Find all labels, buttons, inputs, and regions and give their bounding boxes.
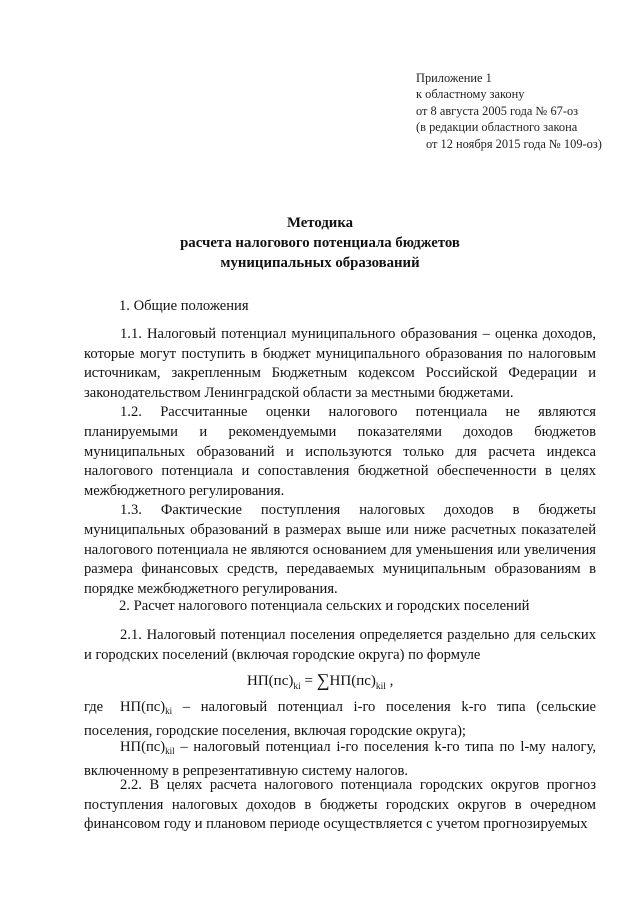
appendix-note (416, 70, 602, 152)
appendix-line: Приложение 1 (416, 71, 492, 85)
section-2-body-cont (84, 776, 596, 835)
paragraph: 1.2. Рассчитанные оценки налогового потенциала не являются планируемыми и рекомендуемыми показателями доходов бюджетов муниципальных образований и используются только для расчета индекса налогового потенциала и сопоставления бюджетной обеспеченности в целях межбюджетного регулирования. (84, 404, 596, 499)
section-heading: 2. Расчет налогового потенциала сельских и городских поселений (119, 598, 530, 614)
formula-rhs-sub: kil (375, 682, 386, 692)
appendix-line: от 8 августа 2005 года № 67-оз (416, 103, 579, 118)
title-line: расчета налогового потенциала бюджетов (180, 235, 460, 251)
document-title (0, 213, 640, 273)
definition-lead: где (84, 699, 104, 715)
definition-text: – налоговый потенциал i-го поселения k-го типа по l-му налогу, включенному в репрезентативную систему налогов. (84, 739, 596, 779)
definition-term-sub: ki (165, 706, 173, 716)
definition-2 (84, 738, 596, 781)
section-2-body (84, 626, 596, 665)
definition-term-sub: kil (165, 746, 175, 756)
paragraph: 1.3. Фактические поступления налоговых доходов в бюджеты муниципальных образований в размерах выше или ниже расчетных показателей налогового потенциала не являются основанием для уменьшения или увеличения размера финансовых средств, передаваемых муниципальным образованиям в порядке межбюджетного регулирования. (84, 502, 596, 597)
title-line: муниципальных образований (220, 255, 420, 271)
formula-eq: = (300, 673, 317, 689)
paragraph: 1.1. Налоговый потенциал муниципального образования – оценка доходов, которые могут поступить в бюджет муниципального образования по налоговым источникам, закрепленным Бюджетным кодексом Российской Федерации и законодательством Ленинградской области за местными бюджетами. (84, 326, 596, 401)
paragraph: 2.2. В целях расчета налогового потенциала городских округов прогноз поступления налоговых доходов в бюджеты городских округов в очередном финансовом году и плановом периоде осуществляется с учетом прогнозируемых (84, 777, 596, 833)
appendix-line: к областному закону (416, 87, 525, 102)
definition-text: – налоговый потенциал i-го поселения k-го типа (сельские поселения, городские поселения, включая городские округа); (84, 699, 596, 739)
formula-lhs-sub: ki (293, 682, 301, 692)
appendix-line: (в редакции областного закона (416, 120, 578, 135)
definition-1 (84, 698, 596, 741)
formula (247, 669, 393, 698)
formula-lhs: НП(пс) (247, 673, 294, 689)
appendix-line: от 12 ноября 2015 года № 109-оз) (426, 136, 602, 151)
sum-symbol: ∑ (316, 670, 330, 690)
paragraph: 2.1. Налоговый потенциал поселения определяется раздельно для сельских и городских поселений (включая городские округа) по формуле (84, 627, 596, 663)
section-1-body (84, 325, 596, 599)
section-heading: 1. Общие положения (119, 298, 249, 314)
formula-tail: , (385, 673, 394, 689)
definition-term: НП(пс) (120, 699, 166, 715)
title-line: Методика (286, 215, 354, 231)
formula-rhs: НП(пс) (329, 673, 376, 689)
definition-term: НП(пс) (120, 739, 166, 755)
